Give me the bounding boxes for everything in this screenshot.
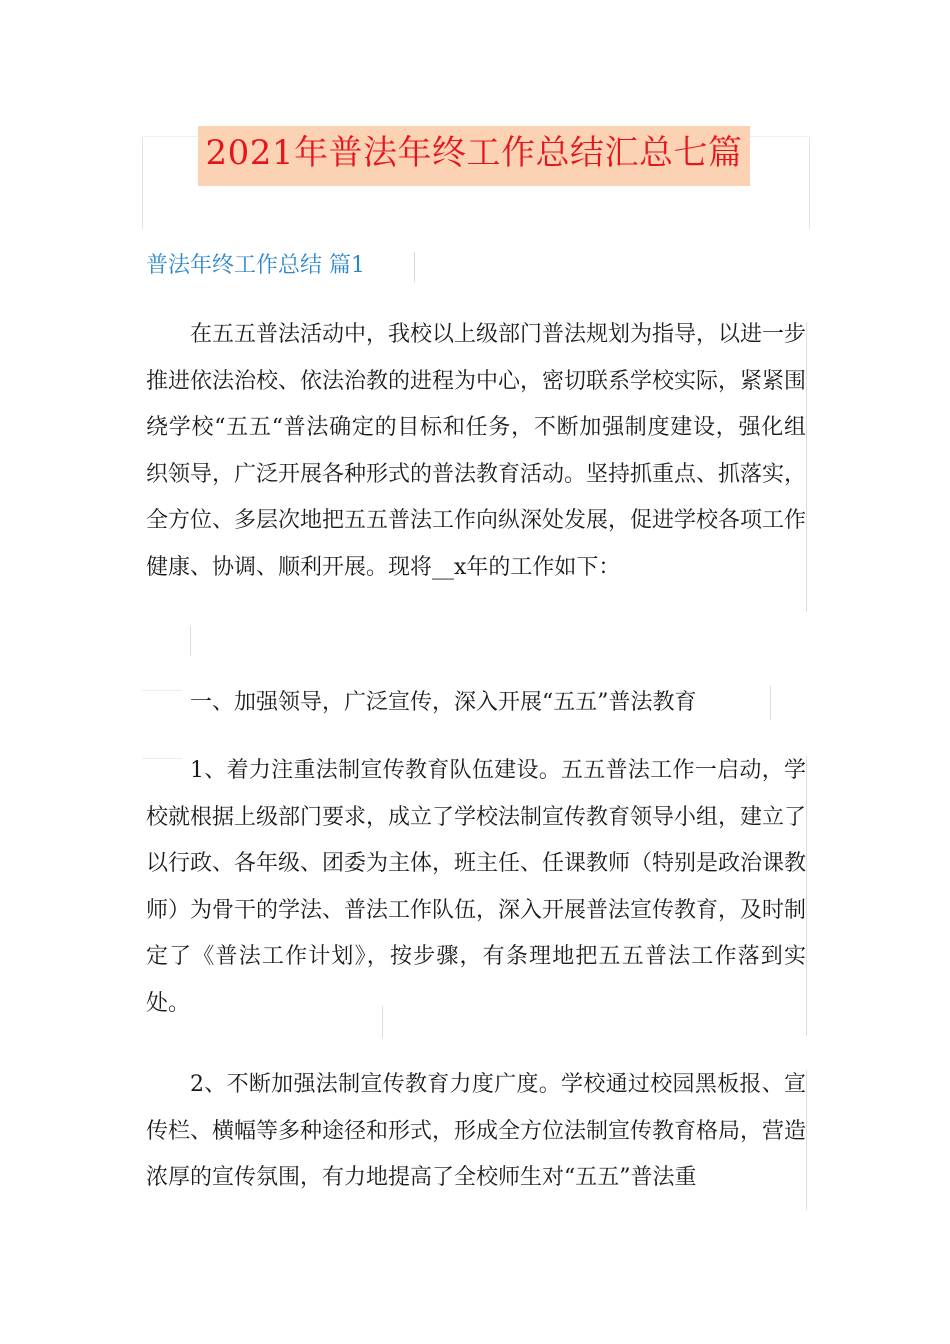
paragraph-intro: 在五五普法活动中，我校以上级部门普法规划为指导，以进一步推进依法治校、依法治教的进程为中心，密切联系学校实际，紧紧围绕学校“五五“普法确定的目标和任务，不断加强制度建设，强化组织领导，广泛开展各种形式的普法教育活动。坚持抓重点、抓落实，全方位、多层次地把五五普法工作向纵深处发展，促进学校各项工作健康、协调、顺利开展。现将__x年的工作如下： <box>146 322 807 580</box>
paragraph-heading-one: 一、加强领导，广泛宣传，深入开展“五五”普法教育 <box>190 690 697 715</box>
item-one-end-rule <box>382 1006 383 1038</box>
paragraph-item-two: 2、不断加强法制宣传教育力度广度。学校通过校园黑板报、宣传栏、横幅等多种途径和形式，形成全方位法制宣传教育格局，营造浓厚的宣传氛围，有力地提高了全校师生对“五五”普法重 <box>146 1072 807 1190</box>
paragraph-end-rule <box>190 626 191 656</box>
heading-divider <box>414 252 415 282</box>
item-two-edge-rule <box>806 1070 807 1210</box>
paragraph-item-one: 1、着力注重法制宣传教育队伍建设。五五普法工作一启动，学校就根据上级部门要求，成立了学校法制宣传教育领导小组，建立了以行政、各年级、团委为主体，班主任、任课教师（特别是政治课教师）为骨干的学法、普法工作队伍，深入开展普法宣传教育，及时制定了《普法工作计划》，按步骤，有条理地把五五普法工作落到实处。 <box>146 758 807 1016</box>
paragraph-edge-rule <box>806 322 807 612</box>
title-highlight <box>198 126 750 186</box>
document-title: 2021年普法年终工作总结汇总七篇 <box>205 133 743 173</box>
heading-one-end-rule <box>770 686 771 720</box>
section-heading: 普法年终工作总结 篇1 <box>146 253 365 278</box>
item-one-edge-rule <box>806 756 807 1036</box>
